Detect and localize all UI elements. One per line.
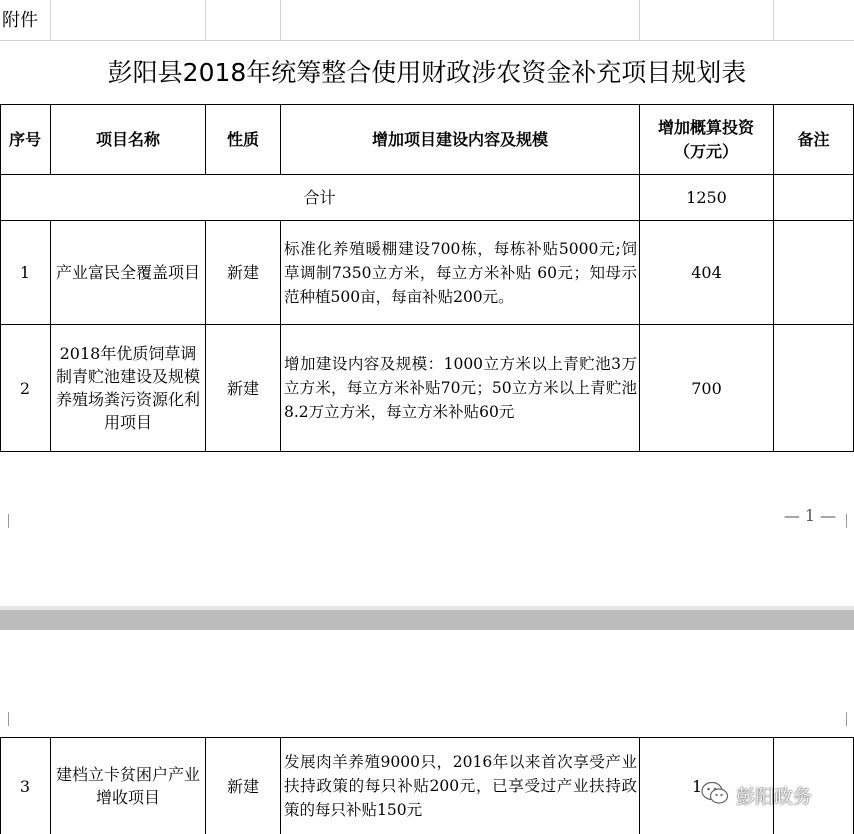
grid-line (205, 0, 206, 40)
table-border (50, 220, 51, 452)
table-border (0, 451, 854, 452)
page-separator (0, 610, 854, 630)
page-corner-mark (8, 712, 9, 726)
header-seq: 序号 (8, 130, 41, 149)
row-nature: 新建 (226, 776, 259, 796)
header-investment: 增加概算投资（万元） (657, 117, 754, 161)
total-value: 1250 (686, 188, 727, 207)
row-seq: 1 (19, 263, 31, 282)
row-note (774, 221, 853, 324)
grid-line (50, 0, 51, 40)
wechat-icon (700, 780, 730, 811)
row-name: 建档立卡贫困户产业增收项目 (55, 765, 200, 807)
page-corner-mark (8, 514, 9, 528)
header-content: 增加项目建设内容及规模 (371, 130, 548, 149)
row-nature: 新建 (226, 378, 259, 398)
row-investment: 1 (692, 776, 703, 796)
row-name: 2018年优质饲草调制青贮池建设及规模养殖场粪污资源化利用项目 (55, 344, 200, 432)
attachment-label: 附件 (2, 10, 38, 31)
table-border (50, 737, 51, 834)
row-content: 增加建设内容及规模：1000立方米以上青贮池3万立方米，每立方米补贴70元；50立方米以上青贮池8.2万立方米，每立方米补贴60元 (284, 355, 637, 421)
grid-line (639, 0, 640, 40)
page-title: 彭阳县2018年统筹整合使用财政涉农资金补充项目规划表 (107, 57, 747, 87)
grid-line (773, 0, 774, 40)
row-seq: 2 (19, 378, 31, 398)
page-number: — 1 — (783, 506, 837, 525)
row-nature: 新建 (226, 263, 259, 282)
grid-line (0, 40, 854, 41)
row-seq: 3 (19, 776, 31, 796)
watermark (700, 780, 812, 811)
header-name: 项目名称 (95, 130, 160, 149)
row-note (774, 325, 853, 451)
header-nature: 性质 (226, 130, 259, 149)
row-investment: 700 (691, 378, 722, 398)
row-name: 产业富民全覆盖项目 (56, 263, 201, 282)
grid-line (280, 0, 281, 40)
row-content: 标准化养殖暖棚建设700栋，每栋补贴5000元;饲草调制7350立方米，每立方米补贴 60元；知母示范种植500亩，每亩补贴200元。 (284, 239, 637, 306)
page-corner-mark (846, 712, 847, 726)
watermark-text: 彭阳政务 (736, 786, 813, 808)
total-label: 合计 (303, 188, 336, 207)
header-note: 备注 (797, 130, 830, 149)
row-content: 发展肉羊养殖9000只，2016年以来首次享受产业扶持政策的每只补贴200元，已享受过产业扶持政策的每只补贴150元 (284, 753, 637, 819)
row-investment: 404 (691, 263, 722, 282)
